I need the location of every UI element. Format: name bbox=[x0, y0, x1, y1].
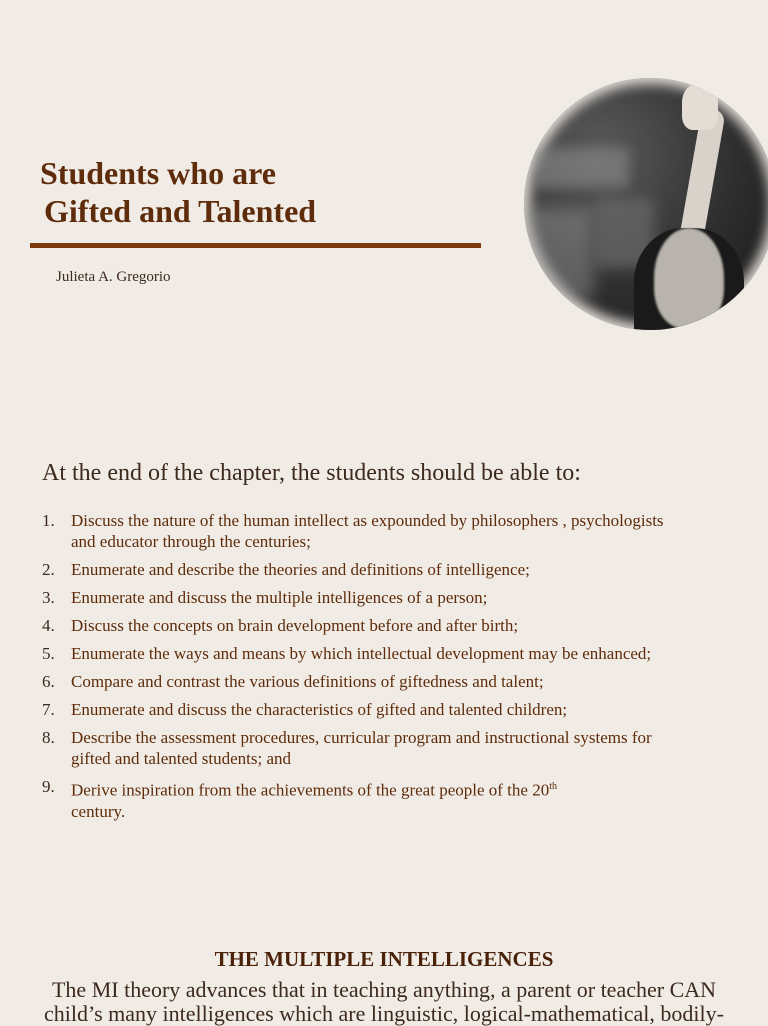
list-text: Enumerate the ways and means by which intellectual development may be enhanced; bbox=[71, 644, 652, 663]
objectives-intro: At the end of the chapter, the students should be able to: bbox=[42, 460, 581, 486]
list-item bbox=[42, 671, 682, 692]
list-number: 3. bbox=[42, 588, 55, 607]
list-text: Enumerate and discuss the multiple intelligences of a person; bbox=[71, 588, 488, 607]
list-text: Discuss the concepts on brain development before and after birth; bbox=[71, 616, 519, 635]
list-item bbox=[42, 559, 682, 580]
list-number: 1. bbox=[42, 511, 55, 530]
list-text: Enumerate and describe the theories and definitions of intelligence; bbox=[71, 560, 530, 579]
list-text: Describe the assessment procedures, curricular program and instructional systems for gifted and talented students; and bbox=[71, 728, 652, 768]
list-text-part: century. bbox=[71, 801, 126, 821]
list-item bbox=[42, 643, 682, 664]
list-item bbox=[42, 727, 682, 769]
list-text-part: Derive inspiration from the achievements of the great people of the 20 bbox=[71, 780, 550, 800]
title-slide bbox=[0, 0, 768, 360]
list-number: 8. bbox=[42, 728, 55, 747]
list-text bbox=[71, 776, 682, 822]
list-item bbox=[42, 587, 682, 608]
list-number: 4. bbox=[42, 616, 55, 635]
list-text: Enumerate and discuss the characteristics of gifted and talented children; bbox=[71, 700, 568, 719]
list-item bbox=[42, 615, 682, 636]
title-line-1: Students who are bbox=[40, 155, 276, 191]
author-name: Julieta A. Gregorio bbox=[56, 269, 171, 285]
list-text: Compare and contrast the various definitions of giftedness and talent; bbox=[71, 672, 544, 691]
list-item bbox=[42, 776, 682, 822]
list-number: 7. bbox=[42, 700, 55, 719]
page-title bbox=[40, 154, 316, 230]
section-body: The MI theory advances that in teaching anything, a parent or teacher CAN child’s many intelligences which are linguistic, logical-mathematical, bodily- bbox=[44, 977, 724, 1026]
list-item bbox=[42, 510, 682, 552]
list-number: 2. bbox=[42, 560, 55, 579]
list-number: 5. bbox=[42, 644, 55, 663]
title-line-2: Gifted and Talented bbox=[44, 193, 317, 229]
raised-hand-student-photo bbox=[524, 78, 768, 330]
superscript: th bbox=[549, 781, 557, 792]
list-number: 9. bbox=[42, 777, 55, 796]
list-number: 6. bbox=[42, 672, 55, 691]
list-item bbox=[42, 699, 682, 720]
title-divider bbox=[30, 243, 481, 248]
section-heading: THE MULTIPLE INTELLIGENCES bbox=[214, 947, 554, 971]
objectives-list bbox=[42, 510, 682, 829]
list-text: Discuss the nature of the human intellect as expounded by philosophers , psychologists and educator through the centuries; bbox=[71, 511, 664, 551]
